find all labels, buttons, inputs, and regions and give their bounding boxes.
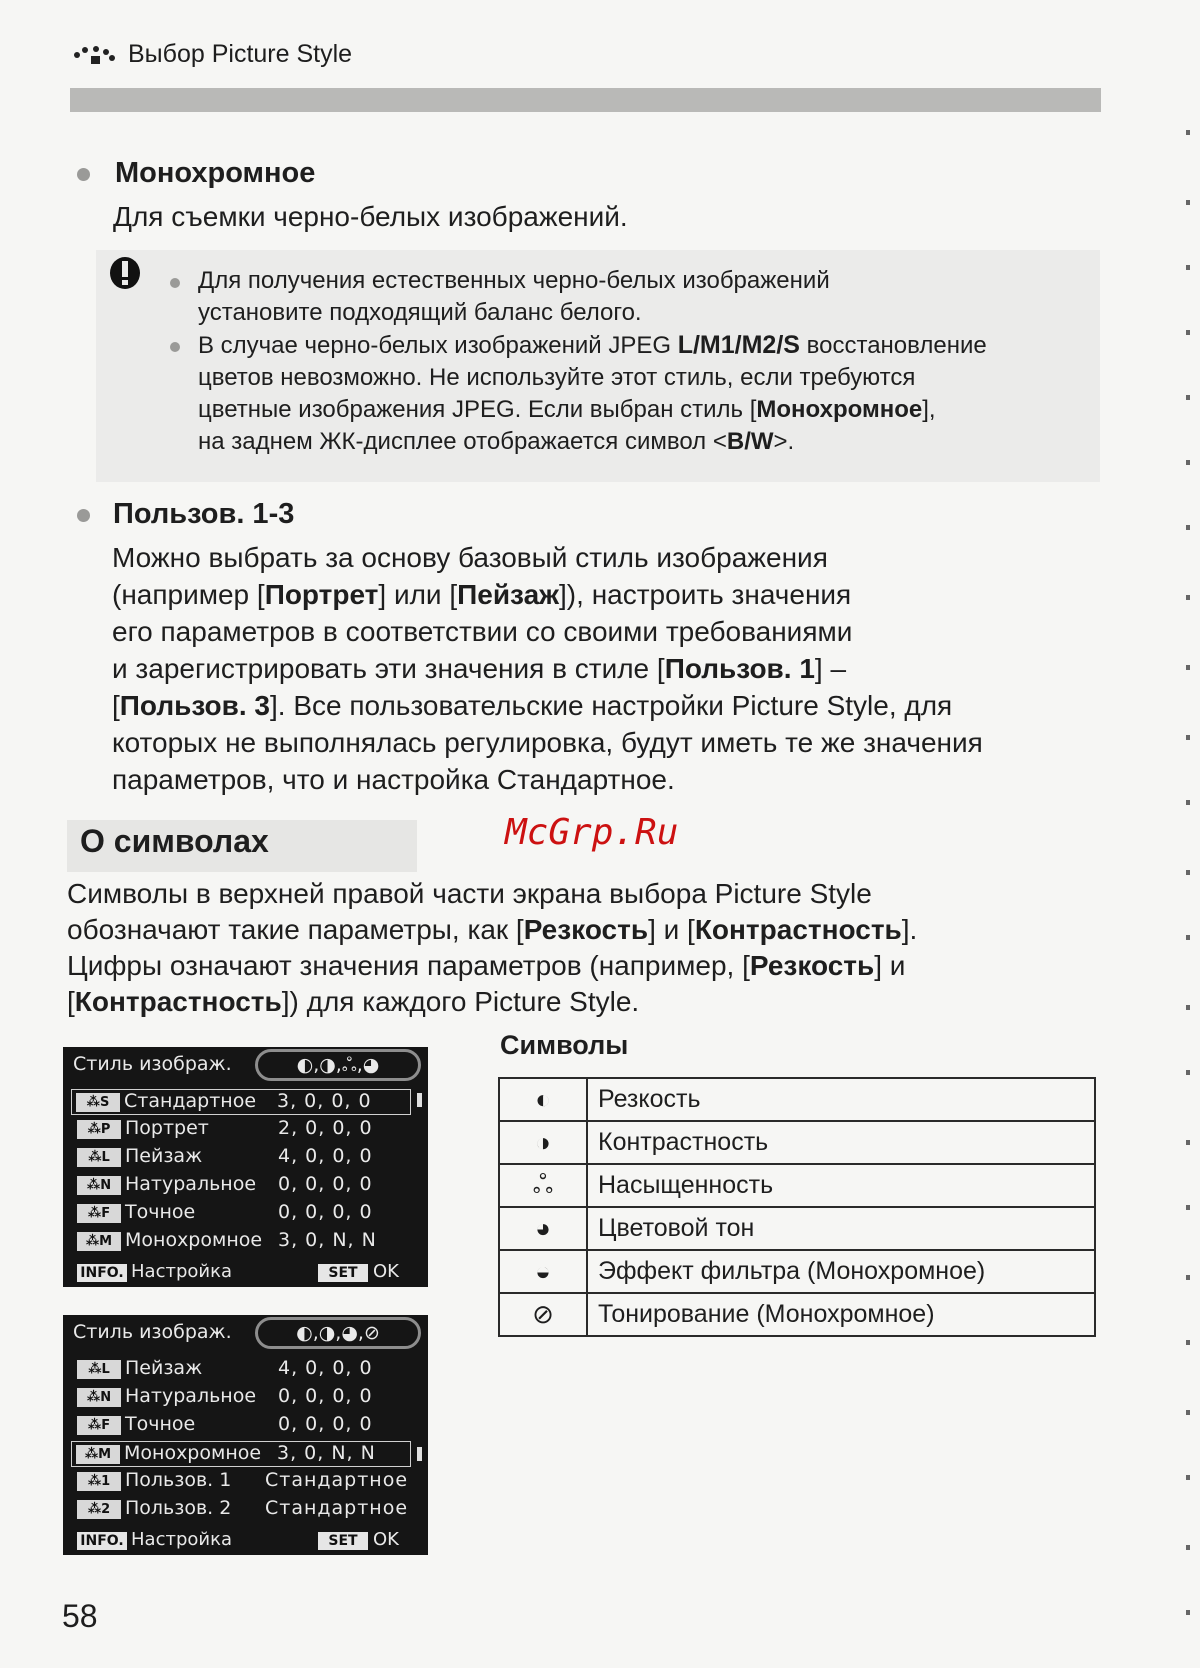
style-badge: ⁂2 <box>77 1500 121 1519</box>
style-values: 3, 0, 0, 0 <box>277 1090 372 1112</box>
style-name: Точное <box>125 1201 196 1223</box>
style-badge: ⁂N <box>77 1176 121 1195</box>
set-button[interactable]: SET <box>318 1532 368 1550</box>
style-values: 2, 0, 0, 0 <box>278 1117 373 1139</box>
parameter-icons-highlight: ◐,◑,◕,⊘ <box>255 1317 421 1349</box>
intro-line: Символы в верхней правой части экрана выбора Picture Style <box>67 878 872 909</box>
picture-style-icon <box>72 44 118 66</box>
config-label: Настройка <box>131 1529 232 1550</box>
parameter-icons-highlight: ◐,◑,ஃ,◕ <box>255 1049 421 1081</box>
user-defined-line: и зарегистрировать эти значения в стиле [Пользов. 1] – <box>112 653 847 684</box>
notice-line: В случае черно-белых изображений JPEG L/M1/M2/S восстановление <box>198 331 987 359</box>
screen-header <box>63 1047 428 1085</box>
ok-label: OK <box>373 1529 399 1550</box>
style-name: Натуральное <box>125 1173 257 1195</box>
symbols-table <box>498 1077 1096 1337</box>
style-values: 3, 0, N, N <box>277 1442 376 1464</box>
page-header-title: Выбор Picture Style <box>128 40 353 68</box>
user-defined-line: Можно выбрать за основу базовый стиль изображения <box>112 542 828 573</box>
style-values: 0, 0, 0, 0 <box>278 1173 373 1195</box>
style-badge: ⁂F <box>77 1416 121 1435</box>
table-row <box>499 1293 1095 1336</box>
style-row[interactable] <box>73 1413 413 1439</box>
style-name: Натуральное <box>125 1385 257 1407</box>
toning-icon: ⊘ <box>499 1293 587 1336</box>
screen-footer <box>63 1259 428 1287</box>
style-name: Монохромное <box>125 1229 263 1251</box>
table-row <box>499 1121 1095 1164</box>
style-row-selected[interactable] <box>71 1089 411 1115</box>
style-row[interactable] <box>73 1229 413 1255</box>
section-title-monochrome: Монохромное <box>115 157 316 189</box>
config-label: Настройка <box>131 1261 232 1282</box>
style-row-selected[interactable] <box>71 1441 411 1467</box>
table-cell: Контрастность <box>587 1121 1095 1164</box>
monochrome-description: Для съемки черно-белых изображений. <box>113 201 628 232</box>
table-cell: Резкость <box>587 1078 1095 1121</box>
table-cell: Эффект фильтра (Монохромное) <box>587 1250 1095 1293</box>
intro-line: Цифры означают значения параметров (например, [Резкость] и <box>67 950 906 981</box>
style-name: Пейзаж <box>125 1357 203 1379</box>
section-heading-symbols: О символах <box>80 823 269 859</box>
section-title-user-defined: Пользов. 1-3 <box>113 498 295 530</box>
screen-header <box>63 1315 428 1353</box>
style-values: Стандартное <box>265 1497 409 1519</box>
header-divider-bar <box>70 88 1101 112</box>
intro-line: обозначают такие параметры, как [Резкость] и [Контрастность]. <box>67 914 918 945</box>
ok-label: OK <box>373 1261 399 1282</box>
style-row[interactable] <box>73 1357 413 1383</box>
bullet-dot <box>170 278 180 288</box>
intro-line: [Контрастность]) для каждого Picture Style. <box>67 986 640 1017</box>
set-button[interactable]: SET <box>318 1264 368 1282</box>
notice-line: на заднем ЖК-дисплее отображается символ <B/W>. <box>198 428 795 455</box>
page-number: 58 <box>62 1598 98 1634</box>
caution-icon <box>108 256 142 290</box>
symbols-table-caption: Символы <box>500 1030 629 1060</box>
style-row[interactable] <box>73 1117 413 1143</box>
bullet-dot <box>170 342 180 352</box>
screen-title: Стиль изображ. <box>73 1321 232 1343</box>
symbols-intro <box>67 876 1117 1020</box>
style-badge: ⁂P <box>77 1120 121 1139</box>
style-row[interactable] <box>73 1385 413 1411</box>
table-cell: Насыщенность <box>587 1164 1095 1207</box>
style-badge: ⁂N <box>77 1388 121 1407</box>
notice-line: цветные изображения JPEG. Если выбран стиль [Монохромное], <box>198 396 936 423</box>
style-values: 4, 0, 0, 0 <box>278 1145 373 1167</box>
table-cell: Цветовой тон <box>587 1207 1095 1250</box>
style-name: Пользов. 2 <box>125 1497 232 1519</box>
style-badge: ⁂M <box>77 1232 121 1251</box>
style-name: Стандартное <box>124 1090 257 1112</box>
scrollbar <box>417 1447 422 1461</box>
user-defined-line: его параметров в соответствии со своими требованиями <box>112 616 853 647</box>
style-values: 0, 0, 0, 0 <box>278 1385 373 1407</box>
bullet-dot <box>77 509 90 522</box>
scrollbar <box>417 1093 422 1107</box>
style-name: Пользов. 1 <box>125 1469 232 1491</box>
user-defined-line: которых не выполнялась регулировка, будут иметь те же значения <box>112 727 983 758</box>
info-button[interactable]: INFO. <box>77 1264 127 1282</box>
notice-line: цветов невозможно. Не используйте этот стиль, если требуются <box>198 364 916 391</box>
style-badge: ⁂F <box>77 1204 121 1223</box>
style-row[interactable] <box>73 1173 413 1199</box>
style-values: 0, 0, 0, 0 <box>278 1413 373 1435</box>
user-defined-line: [Пользов. 3]. Все пользовательские настройки Picture Style, для <box>112 690 953 721</box>
sharpness-icon: ◐ <box>499 1078 587 1121</box>
notice-line: установите подходящий баланс белого. <box>198 299 642 326</box>
table-row <box>499 1207 1095 1250</box>
style-values: 0, 0, 0, 0 <box>278 1201 373 1223</box>
style-badge: ⁂S <box>76 1093 120 1112</box>
screen-title: Стиль изображ. <box>73 1053 232 1075</box>
style-badge: ⁂L <box>77 1148 121 1167</box>
style-values: 4, 0, 0, 0 <box>278 1357 373 1379</box>
table-row <box>499 1164 1095 1207</box>
color-tone-icon: ◕ <box>499 1207 587 1250</box>
style-badge: ⁂L <box>77 1360 121 1379</box>
info-button[interactable]: INFO. <box>77 1532 127 1550</box>
table-row <box>499 1250 1095 1293</box>
style-name: Пейзаж <box>125 1145 203 1167</box>
user-defined-line: параметров, что и настройка Стандартное. <box>112 764 675 795</box>
saturation-icon: ஃ <box>499 1164 587 1207</box>
notice-line: Для получения естественных черно-белых изображений <box>198 267 830 294</box>
style-name: Портрет <box>125 1117 209 1139</box>
style-row[interactable] <box>73 1469 413 1495</box>
style-badge: ⁂M <box>76 1445 120 1464</box>
style-values: Стандартное <box>265 1469 409 1491</box>
camera-screen-1 <box>63 1047 428 1287</box>
contrast-icon: ◑ <box>499 1121 587 1164</box>
style-row[interactable] <box>73 1497 413 1523</box>
style-name: Монохромное <box>124 1442 262 1464</box>
style-badge: ⁂1 <box>77 1472 121 1491</box>
bullet-dot <box>77 168 90 181</box>
watermark: McGrp.Ru <box>505 812 679 853</box>
screen-footer <box>63 1527 428 1555</box>
camera-screen-2 <box>63 1315 428 1555</box>
table-row <box>499 1078 1095 1121</box>
style-row[interactable] <box>73 1201 413 1227</box>
user-defined-line: (например [Портрет] или [Пейзаж]), настроить значения <box>112 579 852 610</box>
style-row[interactable] <box>73 1145 413 1171</box>
style-name: Точное <box>125 1413 196 1435</box>
filter-effect-icon: ◒ <box>499 1250 587 1293</box>
style-values: 3, 0, N, N <box>278 1229 377 1251</box>
table-cell: Тонирование (Монохромное) <box>587 1293 1095 1336</box>
